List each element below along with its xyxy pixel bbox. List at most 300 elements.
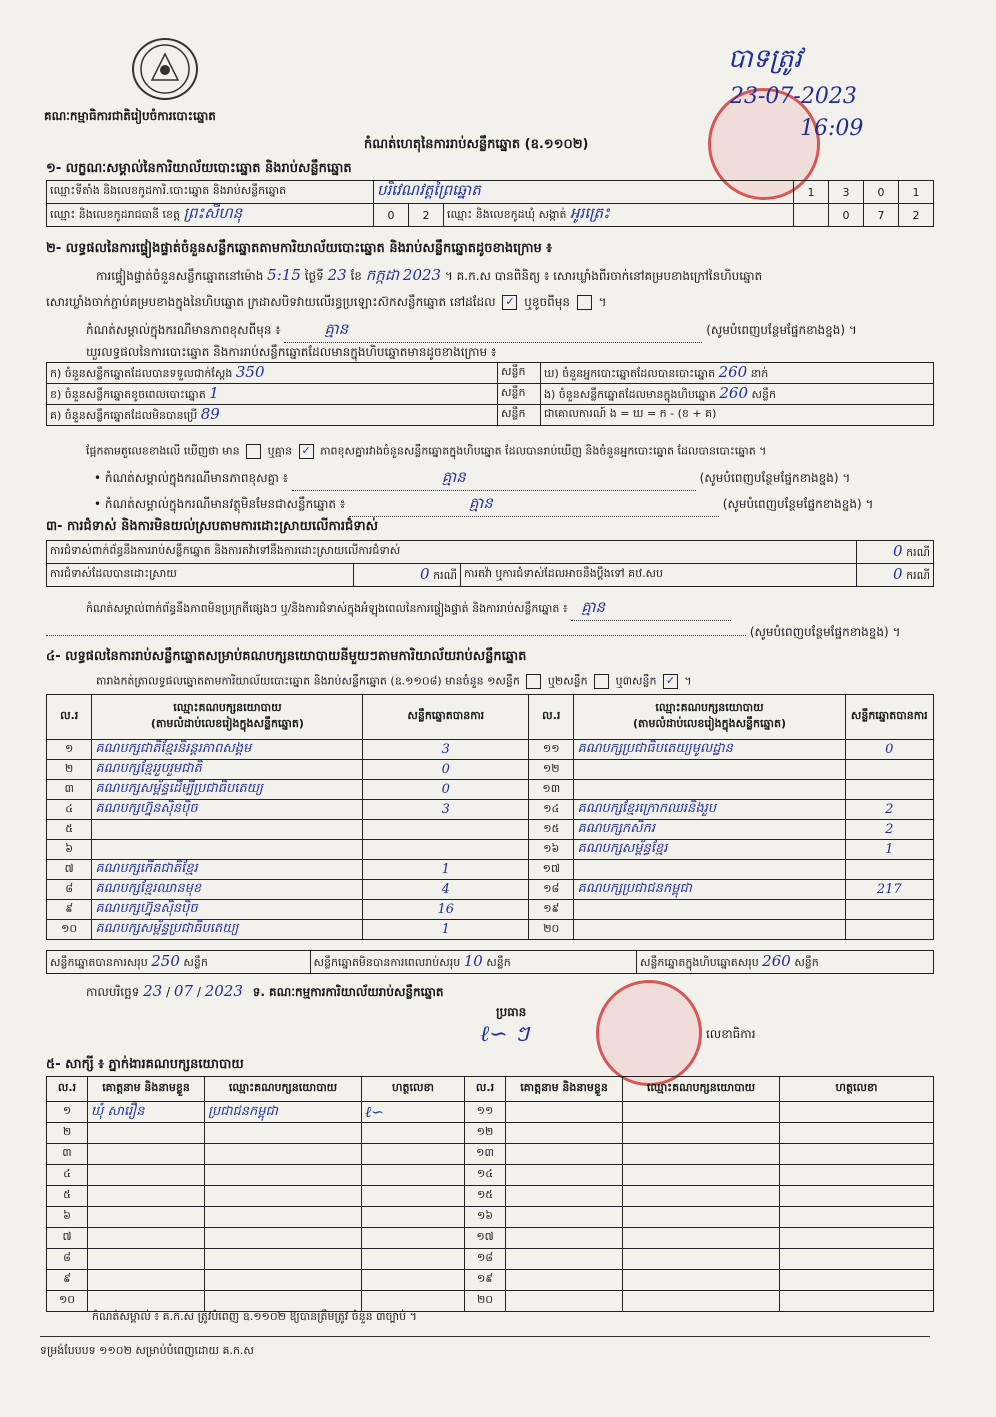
right-row-no: ១៥ bbox=[543, 821, 560, 835]
w-right-name bbox=[506, 1207, 623, 1228]
w-right-sign bbox=[780, 1207, 934, 1228]
w-col-party-left: ឈ្មោះគណបក្សនយោបាយ bbox=[205, 1077, 362, 1102]
w-right-no bbox=[465, 1270, 506, 1291]
check-rest: ភាពខុសគ្នារវាងចំនួនសន្លឹកឆ្នោតក្នុងហិបឆ្នោត ដែលបានរាប់ឃើញ និងចំនួនអ្នកបោះឆ្នោត ដែលបានបោះឆ្នោត ។ bbox=[320, 444, 767, 458]
w-right-name bbox=[506, 1186, 623, 1207]
left-row-party: គណបក្សសម្ព័ន្ធប្រជាធិបតេយ្យ bbox=[95, 921, 239, 936]
w-left-name bbox=[88, 1270, 205, 1291]
obj-row3-value: 0 bbox=[893, 565, 903, 583]
col-party-right: ឈ្មោះគណបក្សនយោបាយ bbox=[655, 701, 764, 714]
w-left-no-text: ៤ bbox=[63, 1167, 71, 1180]
s3-fill-row bbox=[46, 624, 900, 642]
s3-note-value: គ្មាន bbox=[581, 598, 606, 616]
w-left-no-text: ១០ bbox=[58, 1293, 76, 1306]
col-party-sub-right: (តាមលំដាប់លេខរៀងក្នុងសន្លឹកឆ្នោត) bbox=[633, 717, 786, 730]
difference-yes-checkbox[interactable] bbox=[246, 444, 261, 459]
s2-para-prefix: ការផ្ទៀងផ្ទាត់ចំនួនសន្លឹកឆ្នោតនៅម៉ោង bbox=[96, 269, 264, 283]
f-label: ជាគោលការណ៍ ង = ឃ = ក - (ខ + គ) bbox=[541, 405, 934, 426]
w-right-no-text: ១៣ bbox=[476, 1146, 494, 1159]
witness-table bbox=[46, 1076, 934, 1312]
footer-text: ទម្រង់បែបបទ ១១០២ សម្រាប់បំពេញដោយ គ.ក.ស bbox=[40, 1344, 254, 1357]
w-left-party bbox=[205, 1291, 362, 1312]
section1-heading: ១- លក្ខណៈសម្គាល់នៃការិយាល័យបោះឆ្នោត និងរាប់សន្លឹកឆ្នោត bbox=[46, 161, 352, 176]
w-left-party bbox=[205, 1228, 362, 1249]
left-row-party: គណបក្សហ្វ៊ុនស៊ិនប៉ិច bbox=[95, 801, 198, 816]
w-right-no bbox=[465, 1102, 506, 1123]
w-right-sign bbox=[780, 1123, 934, 1144]
w-left-sign bbox=[362, 1249, 465, 1270]
obj-row2-case: ករណី bbox=[433, 569, 457, 582]
w-left-name bbox=[88, 1186, 205, 1207]
difference-none-checkbox[interactable]: ✓ bbox=[299, 444, 314, 459]
handwritten-note: បាទត្រូវ bbox=[728, 44, 802, 74]
table-row bbox=[47, 1102, 934, 1123]
secretary-label: លេខាធិការ bbox=[706, 1027, 756, 1041]
w-left-sign bbox=[362, 1270, 465, 1291]
w-right-sign bbox=[780, 1291, 934, 1312]
w-right-no-text: ១១ bbox=[476, 1104, 494, 1117]
w-right-sign bbox=[780, 1249, 934, 1270]
w-left-party bbox=[205, 1165, 362, 1186]
w-right-sign bbox=[780, 1270, 934, 1291]
w-right-no-text: ១៨ bbox=[476, 1251, 494, 1264]
committee-label: ទ. គណៈកម្មការការិយាល័យរាប់សន្លឹកឆ្នោត bbox=[252, 985, 444, 999]
w-right-sign bbox=[780, 1165, 934, 1186]
w-right-party bbox=[623, 1165, 780, 1186]
w-left-name bbox=[88, 1165, 205, 1186]
s5-note: កំណត់សម្គាល់ ៖ គ.ក.ស ត្រូវបំពេញ ឧ.១១០២ ឱ្យបានត្រឹមត្រូវ ចំនួន ៣ច្បាប់ ។ bbox=[92, 1310, 417, 1323]
b-label: ខ) ចំនួនសន្លឹកឆ្នោតខូចពេលបោះឆ្នោត bbox=[50, 388, 206, 401]
left-row-no: ៧ bbox=[64, 861, 74, 875]
left-row-party: គណបក្សកើតជាតិខ្មែរ bbox=[95, 861, 198, 876]
w-right-name bbox=[506, 1228, 623, 1249]
w-left-no bbox=[47, 1165, 88, 1186]
w-left-no bbox=[47, 1102, 88, 1123]
s1-prov-code-1: 0 bbox=[374, 204, 409, 227]
org-name: គណៈកម្មាធិការជាតិរៀបចំការបោះឆ្នោត bbox=[44, 109, 216, 123]
col-no-left: ល.រ bbox=[47, 695, 92, 740]
a-label: ក) ចំនួនសន្លឹកឆ្នោតដែលបានទទួលជាក់ស្តែង bbox=[50, 367, 233, 380]
left-row-no: ៥ bbox=[65, 821, 74, 835]
diff-check-row bbox=[86, 444, 766, 461]
section2-heading: ២- លទ្ធផលនៃការផ្ទៀងផ្ទាត់ចំនួនសន្លឹកឆ្នោតតាមការិយាល័យបោះឆ្នោត និងរាប់សន្លឹកឆ្នោតដូចខាងក្រោម ៖ bbox=[46, 241, 552, 256]
s2-day: 23 bbox=[327, 266, 347, 284]
right-row-party: គណបក្សប្រជាជនកម្ពុជា bbox=[577, 881, 692, 896]
w-right-no bbox=[465, 1228, 506, 1249]
section5-heading: ៥- សាក្សី ៖ ភ្នាក់ងារគណបក្សនយោបាយ bbox=[46, 1057, 244, 1072]
w-right-party bbox=[623, 1123, 780, 1144]
table-row bbox=[47, 800, 934, 820]
w-right-no bbox=[465, 1291, 506, 1312]
form-title: កំណត់ហេតុនៃការរាប់សន្លឹកឆ្នោត (ឧ.១១០២) bbox=[364, 137, 589, 152]
or-damaged-label: ឬខូចពីមុន bbox=[524, 295, 570, 309]
w-right-party bbox=[623, 1186, 780, 1207]
s1-code-2: 3 bbox=[829, 181, 864, 204]
w-right-name bbox=[506, 1249, 623, 1270]
s4-date-row: កាលបរិច្ឆេទ 23 / 07 / 2023 ទ. គណៈកម្មការការិយាល័យរាប់សន្លឹកឆ្នោត bbox=[86, 982, 444, 1000]
w-left-no-text: ២ bbox=[62, 1125, 72, 1138]
table-row bbox=[47, 760, 934, 780]
b-value: 1 bbox=[209, 384, 219, 402]
col-party-sub-left: (តាមលំដាប់លេខរៀងក្នុងសន្លឹកឆ្នោត) bbox=[150, 717, 304, 730]
w-right-name bbox=[506, 1123, 623, 1144]
a-value: 350 bbox=[235, 363, 265, 381]
committee-stamp-icon bbox=[596, 980, 702, 1086]
date-year: 2023 bbox=[204, 982, 243, 1000]
w-right-name bbox=[506, 1270, 623, 1291]
table-row bbox=[47, 860, 934, 880]
w-left-sign bbox=[362, 1291, 465, 1312]
witness-signature-icon: ℓ∽ bbox=[365, 1102, 384, 1121]
total-box-unit: សន្លឹក bbox=[794, 956, 819, 969]
b-unit: សន្លឹក bbox=[498, 384, 541, 405]
s1-row3-label: ឈ្មោះ និងលេខកូដឃុំ សង្កាត់ bbox=[447, 208, 567, 221]
s1-com-code-3: 2 bbox=[899, 204, 934, 227]
s2-fill-hint: (សូមបំពេញបន្ថែមផ្នែកខាងខ្នង) ។ bbox=[706, 323, 857, 337]
w-left-no-text: ៥ bbox=[63, 1188, 71, 1201]
col-votes-right: សន្លឹកឆ្នោតបានការ bbox=[845, 695, 933, 740]
left-row-party: គណបក្សហ្វ៊ុនស៊ិនប៉ិច bbox=[95, 901, 198, 916]
w-left-no-text: ៣ bbox=[62, 1146, 72, 1159]
w-left-name-text: ឃុំ សារឿន bbox=[91, 1103, 145, 1119]
diff-fill-hint: (សូមបំពេញបន្ថែមផ្នែកខាងខ្នង) ។ bbox=[699, 471, 851, 485]
s3-note-label: កំណត់សម្គាល់ពាក់ព័ន្ធនឹងភាពមិនប្រក្រតីផ្សេងៗ ឬ/និងការជំទាស់ក្នុងអំឡុងពេលនៃការផ្ទៀងផ្ទាត់ និងការរាប់សន្លឹកឆ្នោត ៖ bbox=[86, 602, 568, 615]
c-value: 89 bbox=[200, 405, 220, 423]
w-right-sign bbox=[780, 1228, 934, 1249]
total-box: 260 bbox=[762, 952, 791, 970]
w-right-name bbox=[506, 1165, 623, 1186]
s3-note-row bbox=[86, 598, 731, 621]
w-left-sign bbox=[362, 1165, 465, 1186]
objection-table bbox=[46, 540, 934, 587]
left-row-party: គណបក្សជាតិខ្មែរនិរន្តរភាពសង្គម bbox=[95, 741, 252, 756]
left-row-no: ៩ bbox=[65, 901, 74, 915]
table-row bbox=[47, 780, 934, 800]
two-sheet-checkbox[interactable] bbox=[594, 674, 609, 689]
w-col-name-right: គោត្តនាម និងនាមខ្លួន bbox=[506, 1077, 623, 1102]
s1-code-1: 1 bbox=[794, 181, 829, 204]
w-left-no-text: ៦ bbox=[63, 1209, 71, 1222]
w-left-sign bbox=[362, 1207, 465, 1228]
table-row bbox=[47, 1291, 934, 1312]
left-row-no: ៦ bbox=[65, 841, 74, 855]
col-votes-left: សន្លឹកឆ្នោតបានការ bbox=[363, 695, 529, 740]
w-left-party bbox=[205, 1270, 362, 1291]
obj-row1-value: 0 bbox=[893, 542, 903, 560]
totals-table bbox=[46, 950, 934, 974]
right-row-votes: 2 bbox=[885, 822, 894, 837]
w-right-no bbox=[465, 1249, 506, 1270]
w-left-name bbox=[88, 1228, 205, 1249]
left-row-no: ៨ bbox=[65, 881, 74, 895]
w-left-sign bbox=[362, 1144, 465, 1165]
w-col-no-right: ល.រ bbox=[465, 1077, 506, 1102]
w-left-no bbox=[47, 1270, 88, 1291]
total-invalid-unit: សន្លឹក bbox=[486, 956, 511, 969]
right-row-no: ១៩ bbox=[543, 901, 560, 915]
check-text: ផ្អែកតាមតួលេខខាងលើ ឃើញថា មាន bbox=[86, 444, 240, 458]
section4-heading: ៤- លទ្ធផលនៃការរាប់សន្លឹកឆ្នោតសម្រាប់គណបក្សនយោបាយនីមួយៗតាមការិយាល័យរាប់សន្លឹកឆ្នោត bbox=[46, 649, 527, 664]
w-right-no-text: ១៤ bbox=[476, 1167, 494, 1180]
d-value: 260 bbox=[718, 363, 748, 381]
left-row-votes: 0 bbox=[441, 782, 450, 797]
w-left-no bbox=[47, 1249, 88, 1270]
total-invalid: 10 bbox=[463, 952, 483, 970]
w-left-name bbox=[88, 1291, 205, 1312]
s1-row3-value: អូរត្រេះ bbox=[570, 204, 610, 222]
d-label: ឃ) ចំនួនអ្នកបោះឆ្នោតដែលបានបោះឆ្នោត bbox=[544, 367, 716, 380]
s2-para-suffix: ។ គ.ក.ស បានពិនិត្យ ៖ សោរឃ្លាំងពីរចាក់នៅគម្របខាងក្រៅនៃហិបឆ្នោត bbox=[444, 269, 763, 283]
table-row bbox=[47, 1144, 934, 1165]
w-right-no bbox=[465, 1186, 506, 1207]
s2-month-label: ខែ bbox=[350, 269, 362, 283]
w-right-sign bbox=[780, 1144, 934, 1165]
diff-value: គ្មាន bbox=[441, 468, 466, 486]
s2-time: 5:15 bbox=[267, 266, 301, 284]
w-left-party bbox=[205, 1249, 362, 1270]
national-emblem-icon bbox=[132, 38, 198, 100]
w-col-sign-left: ហត្ថលេខា bbox=[362, 1077, 465, 1102]
diff-label: • កំណត់សម្គាល់ក្នុងករណីមានភាពខុសគ្នា ៖ bbox=[94, 471, 289, 485]
w-right-no-text: ២០ bbox=[476, 1293, 494, 1306]
table-row bbox=[47, 1186, 934, 1207]
three-sheet-checkbox[interactable]: ✓ bbox=[663, 674, 678, 689]
right-row-no: ១១ bbox=[542, 741, 560, 755]
left-row-no: ១ bbox=[65, 741, 74, 755]
invalid-fill-hint: (សូមបំពេញបន្ថែមផ្នែកខាងខ្នង) ។ bbox=[722, 497, 874, 511]
w-right-name bbox=[506, 1102, 623, 1123]
w-left-name bbox=[88, 1123, 205, 1144]
left-row-party: គណបក្សសម្ព័ន្ធដើម្បីប្រជាធិបតេយ្យ bbox=[95, 781, 263, 796]
obj-row3-label: ការតវ៉ា ឬការជំទាស់ដែលអាចនឹងប្តឹងទៅ គឋ.សប bbox=[461, 564, 857, 587]
w-col-party-right: ឈ្មោះគណបក្សនយោបាយ bbox=[623, 1077, 780, 1102]
c-unit: សន្លឹក bbox=[498, 405, 541, 426]
total-valid: 250 bbox=[151, 952, 180, 970]
w-left-no-text: ៧ bbox=[62, 1230, 72, 1243]
w-right-no bbox=[465, 1123, 506, 1144]
w-left-name bbox=[88, 1249, 205, 1270]
w-right-no bbox=[465, 1144, 506, 1165]
s4-or3: ឬ៣សន្លឹក bbox=[615, 674, 657, 688]
w-left-sign bbox=[362, 1186, 465, 1207]
section3-heading: ៣- ការជំទាស់ និងការមិនយល់ស្របតាមការដោះស្រាយលើការជំទាស់ bbox=[46, 519, 378, 534]
w-col-no-left: ល.រ bbox=[47, 1077, 88, 1102]
w-right-sign bbox=[780, 1102, 934, 1123]
w-left-no bbox=[47, 1186, 88, 1207]
s2-para2-text: សោរឃ្លាំងចាក់ភ្ជាប់គម្របខាងក្នុងនៃហិបឆ្នោត ក្រដាសបិទវាយលើរន្ធប្រឡោះស៊កសន្លឹកឆ្នោត នៅដដែល bbox=[46, 295, 496, 309]
w-left-no bbox=[47, 1228, 88, 1249]
s1-code-3: 0 bbox=[864, 181, 899, 204]
obj-row2-value: 0 bbox=[420, 565, 430, 583]
w-right-no-text: ១៩ bbox=[476, 1272, 494, 1285]
table-row bbox=[47, 820, 934, 840]
s2-para2: សោរឃ្លាំងចាក់ភ្ជាប់គម្របខាងក្នុងនៃហិបឆ្នោត ក្រដាសបិទវាយលើរន្ធប្រឡោះស៊កសន្លឹកឆ្នោត នៅដដែល ✓ ឬខូចពីមុន ។ bbox=[46, 295, 607, 309]
invalid-note-row bbox=[94, 494, 873, 517]
w-left-party bbox=[205, 1186, 362, 1207]
right-row-no: ២០ bbox=[543, 921, 560, 935]
w-left-sign bbox=[362, 1228, 465, 1249]
table-row bbox=[47, 840, 934, 860]
right-row-votes: 1 bbox=[885, 842, 894, 857]
left-row-no: ១០ bbox=[61, 921, 78, 935]
e-label: ង) ចំនួនសន្លឹកឆ្នោតដែលមានក្នុងហិបឆ្នោត bbox=[544, 388, 716, 401]
s1-row2-label: ឈ្មោះ និងលេខកូដរាជធានី ខេត្ត bbox=[50, 208, 180, 221]
obj-row2-label: ការជំទាស់ដែលបានដោះស្រាយ bbox=[47, 564, 354, 587]
right-row-no: ១៤ bbox=[543, 801, 560, 815]
s1-prov-code-2: 2 bbox=[409, 204, 444, 227]
left-row-no: ៤ bbox=[65, 801, 74, 815]
w-left-no-text: ១ bbox=[62, 1104, 72, 1117]
right-row-no: ១៣ bbox=[542, 781, 561, 795]
c-label: គ) ចំនួនសន្លឹកឆ្នោតដែលមិនបានប្រើ bbox=[50, 409, 198, 422]
table-row bbox=[47, 1270, 934, 1291]
footer-divider bbox=[40, 1336, 930, 1337]
stamp-date: 23-07-2023 bbox=[730, 84, 857, 109]
w-right-party bbox=[623, 1249, 780, 1270]
s2-note-value: គ្មាន bbox=[324, 320, 349, 338]
w-left-no bbox=[47, 1123, 88, 1144]
obj-row1-case: ករណី bbox=[906, 546, 930, 559]
w-right-no-text: ១៦ bbox=[476, 1209, 494, 1222]
s2-day-label: ថ្ងៃទី bbox=[304, 269, 324, 283]
vote-count-table bbox=[46, 362, 934, 426]
left-row-party: គណបក្សខ្មែរឈានមុខ bbox=[95, 881, 202, 896]
right-row-no: ១៨ bbox=[543, 881, 560, 895]
left-row-no: ៣ bbox=[64, 781, 74, 795]
w-right-no bbox=[465, 1165, 506, 1186]
w-right-name bbox=[506, 1144, 623, 1165]
section1-table bbox=[46, 180, 934, 227]
s4-intro: តារាងកត់ត្រាលទ្ធផលឆ្នោតតាមការិយាល័យបោះឆ្នោត និងរាប់សន្លឹកឆ្នោត (ឧ.១១០៨) មានចំនួន ១សន្លឹក bbox=[96, 674, 520, 688]
s1-row1-label: ឈ្មោះទីតាំង និងលេខកូដការិ.បោះឆ្នោត និងរាប់សន្លឹកឆ្នោត bbox=[47, 181, 374, 204]
w-left-sign bbox=[362, 1123, 465, 1144]
w-right-party bbox=[623, 1102, 780, 1123]
date-day: 23 bbox=[143, 982, 163, 1000]
w-left-party bbox=[205, 1207, 362, 1228]
table-row bbox=[47, 1228, 934, 1249]
w-right-no-text: ១៧ bbox=[476, 1230, 494, 1243]
w-left-no bbox=[47, 1144, 88, 1165]
chair-signature-icon: ℓ∽ ៗ bbox=[480, 1022, 530, 1047]
diff-note-row bbox=[94, 468, 850, 491]
table-row bbox=[47, 740, 934, 760]
left-row-votes: 1 bbox=[441, 862, 450, 877]
w-left-no-text: ៩ bbox=[63, 1272, 71, 1285]
obj-row1-label: ការជំទាស់ពាក់ព័ន្ធនឹងការរាប់សន្លឹកឆ្នោត និងការតវ៉ាទៅនឹងការដោះស្រាយលើការជំទាស់ bbox=[47, 541, 857, 564]
damaged-checkbox[interactable] bbox=[577, 295, 592, 310]
table-row bbox=[47, 900, 934, 920]
w-col-sign-right: ហត្ថលេខា bbox=[780, 1077, 934, 1102]
right-row-votes: 0 bbox=[885, 742, 894, 757]
w-left-party bbox=[205, 1102, 362, 1123]
w-right-party bbox=[623, 1207, 780, 1228]
check-none-label: ឬគ្មាន bbox=[267, 444, 293, 458]
s2-note-label: កំណត់សម្គាល់ក្នុងករណីមានភាពខុសពីមុន ៖ bbox=[86, 323, 281, 337]
party-results-table bbox=[46, 694, 934, 940]
w-left-name bbox=[88, 1207, 205, 1228]
s1-code-4: 1 bbox=[899, 181, 934, 204]
left-row-votes: 3 bbox=[441, 802, 450, 817]
right-row-no: ១៧ bbox=[542, 861, 560, 875]
left-row-party: គណបក្សខ្មែររួបរួមជាតិ bbox=[95, 761, 202, 776]
a-unit: សន្លឹក bbox=[498, 363, 541, 384]
w-left-party bbox=[205, 1144, 362, 1165]
e-unit: សន្លឹក bbox=[751, 388, 776, 401]
w-right-no-text: ១២ bbox=[476, 1125, 494, 1138]
s2-year: 2023 bbox=[402, 266, 442, 284]
col-party-left: ឈ្មោះគណបក្សនយោបាយ bbox=[173, 701, 282, 714]
w-right-no bbox=[465, 1207, 506, 1228]
s2-para1 bbox=[96, 266, 762, 288]
table-row bbox=[47, 920, 934, 940]
date-label: កាលបរិច្ឆេទ bbox=[86, 985, 140, 999]
right-row-party: គណបក្សកសិករ bbox=[577, 821, 655, 836]
right-row-party: គណបក្សសម្ព័ន្ធខ្មែរ bbox=[577, 841, 668, 856]
s4-or2: ឬ២សន្លឹក bbox=[547, 674, 588, 688]
w-right-no-text: ១៥ bbox=[476, 1188, 494, 1201]
s1-com-code-2: 7 bbox=[864, 204, 899, 227]
s2-note-row bbox=[86, 320, 857, 343]
w-left-party-text: ប្រជាជនកម្ពុជា bbox=[208, 1103, 278, 1119]
table-row bbox=[47, 880, 934, 900]
table-row bbox=[47, 1207, 934, 1228]
right-row-votes: 2 bbox=[885, 802, 894, 817]
w-left-name bbox=[88, 1102, 205, 1123]
left-row-votes: 3 bbox=[441, 742, 450, 757]
w-left-sign bbox=[362, 1102, 465, 1123]
s1-row2-value: ព្រះសីហនុ bbox=[183, 204, 243, 222]
s3-fill-hint: (សូមបំពេញបន្ថែមផ្នែកខាងខ្នង) ។ bbox=[749, 625, 901, 639]
w-right-party bbox=[623, 1291, 780, 1312]
invalid-label: • កំណត់សម្គាល់ក្នុងករណីមានវត្ថុមិនមែនជាសន្លឹកឆ្នោត ៖ bbox=[94, 497, 346, 511]
s4-intro-row: តារាងកត់ត្រាលទ្ធផលឆ្នោតតាមការិយាល័យបោះឆ្នោត និងរាប់សន្លឹកឆ្នោត (ឧ.១១០៨) មានចំនួន ១សន្លឹក ឬ២សន្លឹក ឬ៣សន្លឹក ✓ ។ bbox=[96, 674, 692, 688]
one-sheet-checkbox[interactable] bbox=[526, 674, 541, 689]
left-row-no: ២ bbox=[65, 761, 74, 775]
intact-checkbox[interactable]: ✓ bbox=[502, 295, 517, 310]
right-row-party: គណបក្សប្រជាធិបតេយ្យមូលដ្ឋាន bbox=[577, 741, 733, 756]
invalid-value: គ្មាន bbox=[468, 494, 493, 512]
w-right-sign bbox=[780, 1186, 934, 1207]
w-right-party bbox=[623, 1228, 780, 1249]
total-invalid-label: សន្លឹកឆ្នោតមិនបានការពេលរាប់សរុប bbox=[313, 956, 461, 969]
table-row bbox=[47, 1123, 934, 1144]
s1-com-code-1: 0 bbox=[829, 204, 864, 227]
w-right-party bbox=[623, 1144, 780, 1165]
w-left-no bbox=[47, 1207, 88, 1228]
s1-row1-value: បរិវេណវត្តព្រៃឆ្នោត bbox=[377, 181, 481, 199]
w-col-name-left: គោត្តនាម និងនាមខ្លួន bbox=[88, 1077, 205, 1102]
left-row-votes: 16 bbox=[437, 902, 455, 917]
total-valid-unit: សន្លឹក bbox=[183, 956, 208, 969]
d-unit: នាក់ bbox=[750, 367, 769, 380]
right-row-no: ១៦ bbox=[543, 841, 560, 855]
w-right-name bbox=[506, 1291, 623, 1312]
right-row-no: ១២ bbox=[542, 761, 560, 775]
stamp-time: 16:09 bbox=[800, 116, 864, 141]
s2-month: កក្កដា bbox=[365, 266, 400, 284]
total-box-label: សន្លឹកឆ្នោតក្នុងហិបឆ្នោតសរុប bbox=[639, 956, 759, 969]
e-value: 260 bbox=[719, 384, 749, 402]
table-row bbox=[47, 1165, 934, 1186]
left-row-votes: 1 bbox=[441, 922, 450, 937]
left-row-votes: 4 bbox=[441, 882, 450, 897]
total-valid-label: សន្លឹកឆ្នោតបានការសរុប bbox=[50, 956, 148, 969]
table-row bbox=[47, 1249, 934, 1270]
col-no-right: ល.រ bbox=[529, 695, 574, 740]
date-month: 07 bbox=[173, 982, 194, 1000]
w-left-no bbox=[47, 1291, 88, 1312]
right-row-votes: 217 bbox=[876, 882, 902, 897]
